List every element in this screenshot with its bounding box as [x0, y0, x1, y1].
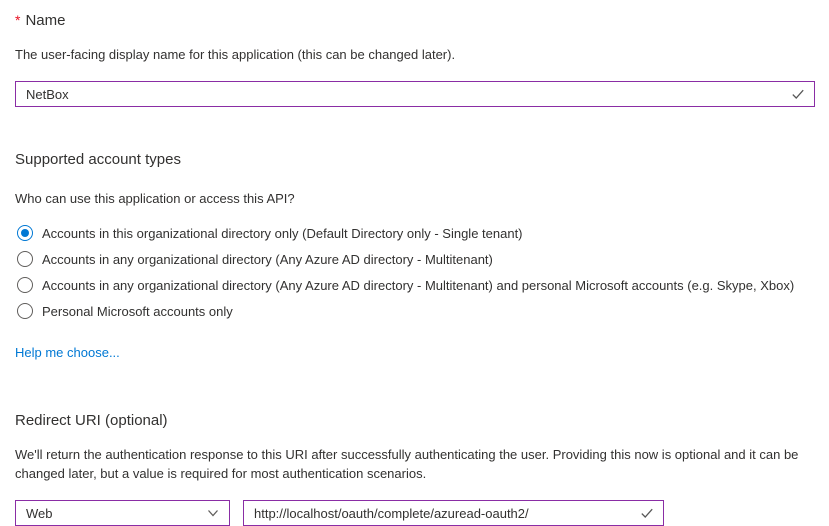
redirect-uri-title: Redirect URI (optional)	[15, 412, 168, 429]
name-section	[15, 11, 815, 107]
redirect-uri-section	[15, 412, 815, 526]
radio-button-icon[interactable]	[17, 225, 33, 241]
radio-option-label: Personal Microsoft accounts only	[42, 303, 233, 319]
check-icon	[790, 86, 806, 102]
redirect-uri-input[interactable]	[244, 501, 639, 525]
redirect-uri-controls	[15, 500, 815, 526]
chevron-down-icon	[206, 506, 220, 520]
radio-option-label: Accounts in any organizational directory (Any Azure AD directory - Multitenant) and personal Microsoft accounts (e.g. Skype, Xbox)	[42, 277, 795, 293]
account-types-title: Supported account types	[15, 151, 181, 168]
help-me-choose-link[interactable]: Help me choose...	[15, 345, 120, 360]
account-types-radio-group	[15, 220, 815, 324]
radio-option-label: Accounts in any organizational directory (Any Azure AD directory - Multitenant)	[42, 251, 493, 267]
account-types-question: Who can use this application or access this API?	[15, 191, 295, 206]
check-icon	[639, 505, 655, 521]
radio-option-single-tenant[interactable]	[15, 220, 815, 246]
radio-button-icon[interactable]	[17, 303, 33, 319]
name-input[interactable]	[16, 82, 790, 106]
redirect-uri-input-wrapper	[243, 500, 664, 526]
required-asterisk: *	[15, 12, 21, 28]
redirect-uri-description: We'll return the authentication response to this URI after successfully authenticating the user. Providing this now is optional and it can be changed later, but a value is required for most authentication scenarios.	[15, 447, 799, 481]
radio-option-personal-only[interactable]	[15, 298, 815, 324]
name-description: The user-facing display name for this application (this can be changed later).	[15, 47, 456, 62]
radio-option-label: Accounts in this organizational directory only (Default Directory only - Single tenant)	[42, 225, 523, 241]
platform-select[interactable]	[15, 500, 230, 526]
name-section-title	[15, 11, 815, 30]
account-types-section	[15, 151, 815, 362]
radio-option-multitenant[interactable]	[15, 246, 815, 272]
name-title-text: Name	[25, 12, 66, 29]
platform-select-value: Web	[26, 505, 53, 521]
radio-button-icon[interactable]	[17, 277, 33, 293]
radio-option-multitenant-personal[interactable]	[15, 272, 815, 298]
radio-button-icon[interactable]	[17, 251, 33, 267]
name-input-wrapper	[15, 81, 815, 107]
